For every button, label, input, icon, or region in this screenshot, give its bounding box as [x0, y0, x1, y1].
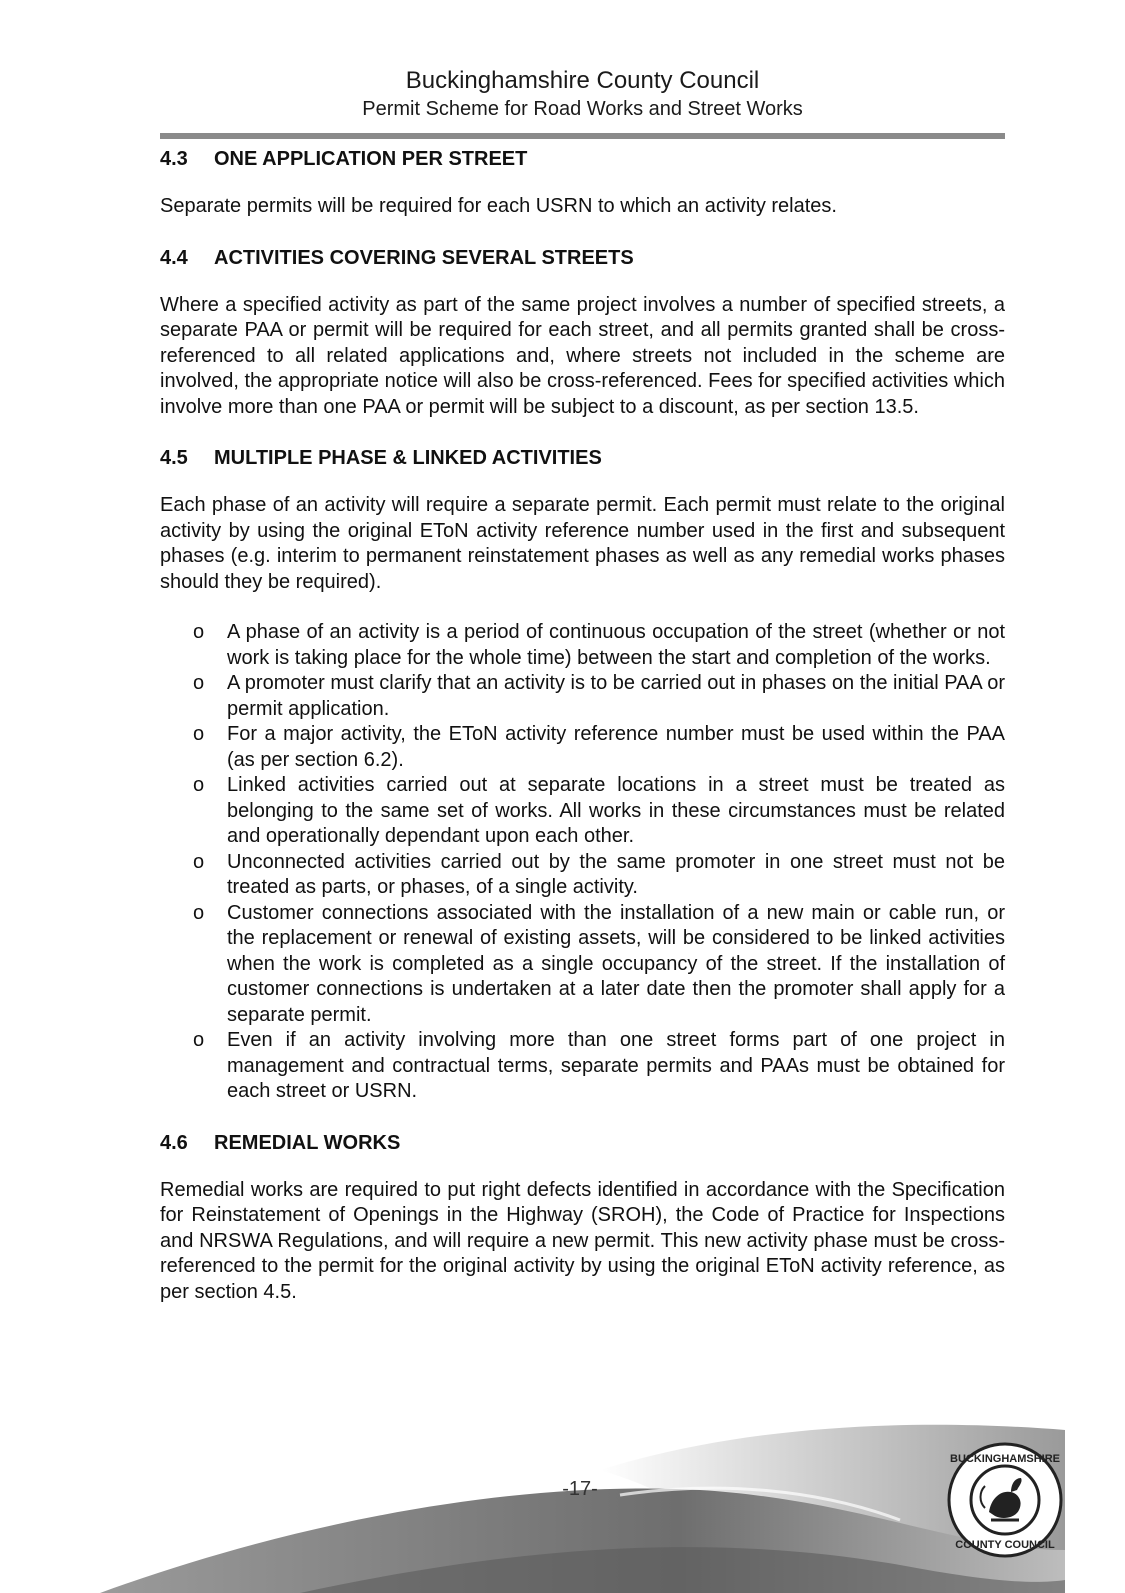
svg-text:COUNTY COUNCIL: COUNTY COUNCIL: [955, 1539, 1055, 1551]
list-item-text: A phase of an activity is a period of continuous occupation of the street (whether or not work is taking place for the whole time) between the start and completion of the works.: [227, 621, 1005, 669]
list-item: [160, 850, 1005, 901]
section-title: MULTIPLE PHASE & LINKED ACTIVITIES: [214, 447, 602, 469]
bullet-marker: o: [193, 774, 205, 796]
list-item: [160, 1028, 1005, 1105]
list-item: [160, 620, 1005, 671]
bullet-marker: o: [193, 850, 205, 873]
section-number: 4.5: [160, 447, 188, 469]
section-paragraph: Separate permits will be required for each USRN to which an activity relates.: [160, 195, 837, 217]
bullet-marker: o: [193, 621, 205, 643]
list-item: [160, 901, 1005, 1029]
list-item-text: Linked activities carried out at separate locations in a street must be treated as belonging to the same set of works. All works in these circumstances must be related and operationally dependant upon each other.: [227, 774, 1005, 847]
header-subtitle: Permit Scheme for Road Works and Street Works: [362, 98, 803, 120]
section-heading-4-3: [160, 146, 1005, 172]
section-title: ACTIVITIES COVERING SEVERAL STREETS: [214, 246, 634, 269]
section-paragraph: Where a specified activity as part of the same project involves a number of specified streets, a separate PAA or permit will be required for each street, and all permits granted shall be cross-referenced to all related applications and, where streets not included in the scheme are involved, the appropriate notice will also be cross-referenced. Fees for specified activities which involve more than one PAA or permit will be subject to a discount, as per section 13.5.: [160, 293, 1005, 418]
list-item-text: A promoter must clarify that an activity is to be carried out in phases on the initial PAA or permit application.: [227, 672, 1005, 720]
list-item-text: Even if an activity involving more than one street forms part of one project in management and contractual terms, separate permits and PAAs must be obtained for each street or USRN.: [227, 1029, 1005, 1102]
list-item: [160, 722, 1005, 773]
list-item: [160, 773, 1005, 850]
section-paragraph: Remedial works are required to put right defects identified in accordance with the Specification for Reinstatement of Openings in the Highway (SROH), the Code of Practice for Inspections and NRSWA Regulations, and will require a new permit. This new activity phase must be cross-referenced to the permit for the original activity by using the original EToN activity reference, as per section 4.5.: [160, 1178, 1005, 1303]
section-number: 4.3: [160, 148, 188, 170]
bullet-list: [160, 620, 1005, 1105]
section-heading-4-5: [160, 445, 1005, 471]
bullet-marker: o: [193, 723, 205, 745]
page-number: -17-: [562, 1478, 598, 1500]
list-item-text: Unconnected activities carried out by the same promoter in one street must not be treated as parts, or phases, of a single activity.: [227, 850, 1005, 898]
main-content: [160, 146, 1005, 1305]
header-divider: [160, 133, 1005, 139]
page-header: [160, 66, 1005, 122]
header-org-name: Buckinghamshire County Council: [405, 67, 760, 94]
bullet-marker: o: [193, 672, 205, 694]
bullet-marker: o: [193, 901, 205, 924]
svg-text:BUCKINGHAMSHIRE: BUCKINGHAMSHIRE: [950, 1453, 1060, 1465]
section-heading-4-6: [160, 1130, 1005, 1156]
section-paragraph: Each phase of an activity will require a separate permit. Each permit must relate to the original activity by using the original EToN activity reference number used in the first and subsequent phases (e.g. interim to permanent reinstatement phases as well as any remedial works phases should they be required).: [160, 494, 1005, 593]
list-item-text: For a major activity, the EToN activity reference number must be used within the PAA (as per section 6.2).: [227, 723, 1005, 771]
list-item-text: Customer connections associated with the installation of a new main or cable run, or the replacement or renewal of existing assets, will be considered to be linked activities when the work is completed as a single occupancy of the street. If the installation of customer connections is undertaken at a later date then the promoter shall apply for a separate permit.: [227, 901, 1005, 1026]
bullet-marker: o: [193, 1029, 205, 1051]
section-number: 4.4: [160, 246, 188, 269]
section-title: ONE APPLICATION PER STREET: [214, 148, 528, 170]
council-seal-logo: [945, 1440, 1065, 1560]
section-number: 4.6: [160, 1131, 188, 1154]
list-item: [160, 671, 1005, 722]
section-title: REMEDIAL WORKS: [214, 1131, 401, 1154]
section-heading-4-4: [160, 245, 1005, 271]
